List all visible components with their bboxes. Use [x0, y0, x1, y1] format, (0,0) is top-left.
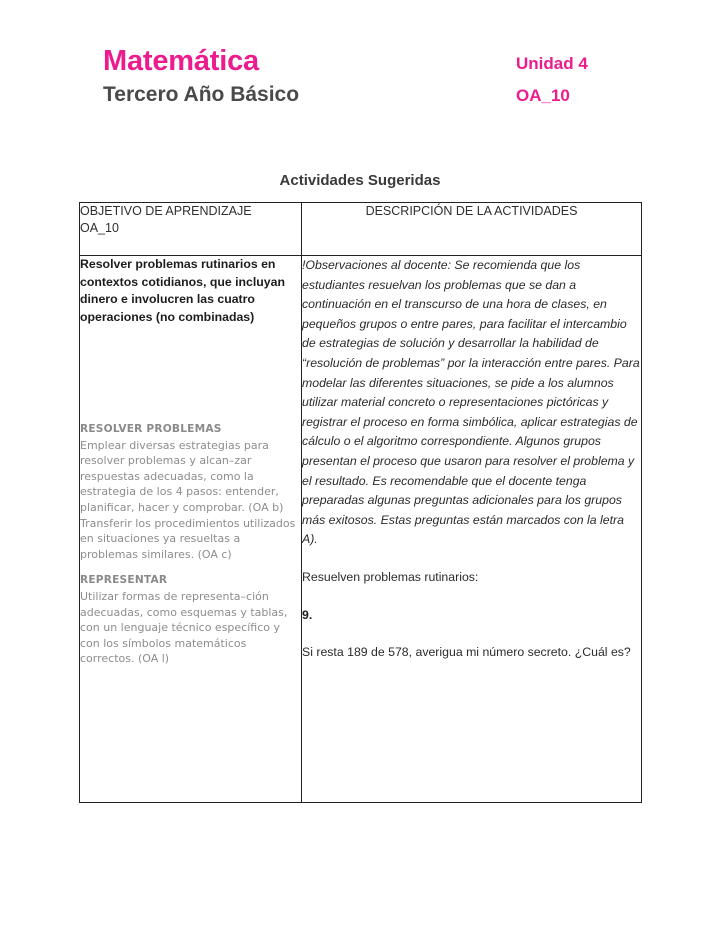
skill-body-representar: Utilizar formas de representa–ción adecuadas, como esquemas y tablas, con un lenguaje técnico específico y con los símbolos matemáticos correctos. (OA l): [80, 589, 288, 666]
header-objective-line1: OBJETIVO DE APRENDIZAJE: [80, 204, 252, 218]
subject-title: Matemática: [103, 45, 259, 77]
table-body-row: [80, 256, 642, 803]
page-header: [0, 0, 720, 140]
objective-description: Resolver problemas rutinarios en contextos cotidianos, que incluyan dinero e involucren las cuatro operaciones (no combinadas): [80, 257, 285, 324]
skill-title-resolver: RESOLVER PROBLEMAS: [80, 423, 222, 435]
cell-objective-content: [80, 256, 302, 803]
cell-description-content: [302, 256, 642, 803]
skill-group-resolver: [80, 422, 301, 562]
activities-table: [79, 202, 642, 803]
header-objective-line2: OA_10: [80, 221, 119, 235]
grade-subtitle: Tercero Año Básico: [103, 83, 300, 106]
oa-code-label: OA_10: [516, 86, 570, 105]
section-heading: Actividades Sugeridas: [279, 172, 441, 189]
header-cell-description: [302, 203, 642, 256]
activity-problem-text: Si resta 189 de 578, averigua mi número secreto. ¿Cuál es?: [302, 645, 631, 660]
unit-label: Unidad 4: [516, 54, 588, 73]
skills-image-block: [80, 422, 301, 667]
skill-body-resolver: Emplear diversas estrategias para resolver problemas y alcan–zar respuestas adecuadas, como la estrategia de los 4 pasos: entender, planificar, hacer y comprobar. (OA b) Transferir los procedimientos utilizados en situaciones ya resueltas a problemas similares. (OA c): [80, 438, 296, 561]
unit-block: [516, 52, 588, 108]
title-block: [103, 44, 299, 108]
teacher-observation-text: !Observaciones al docente: Se recomienda que los estudiantes resuelvan los problemas que se dan a continuación en el transcurso de una hora de clases, en pequeños grupos o entre pares, para facilitar el intercambio de estrategias de solución y desarrollar la habilidad de “resolución de problemas” por la interacción entre pares. Para modelar las diferentes situaciones, se pide a los alumnos utilizar material concreto o representaciones pictóricas y registrar el proceso en forma simbólica, aplicar estrategias de cálculo o el algoritmo correspondiente. Algunos grupos presentan el proceso que usaron para resolver el problema y el resultado. Es recomendable que el docente tenga preparadas algunas preguntas adicionales para los grupos más exitosos. Estas preguntas están marcados con la letra A).: [302, 258, 640, 547]
activity-intro-text: Resuelven problemas rutinarios:: [302, 569, 479, 584]
skill-title-representar: REPRESENTAR: [80, 574, 168, 587]
activity-item-number: 9.: [302, 607, 313, 622]
skill-group-representar: [80, 573, 301, 667]
header-description-text: DESCRIPCIÓN DE LA ACTIVIDADES: [365, 204, 578, 218]
table-header-row: [80, 203, 642, 256]
header-cell-objective: [80, 203, 302, 256]
